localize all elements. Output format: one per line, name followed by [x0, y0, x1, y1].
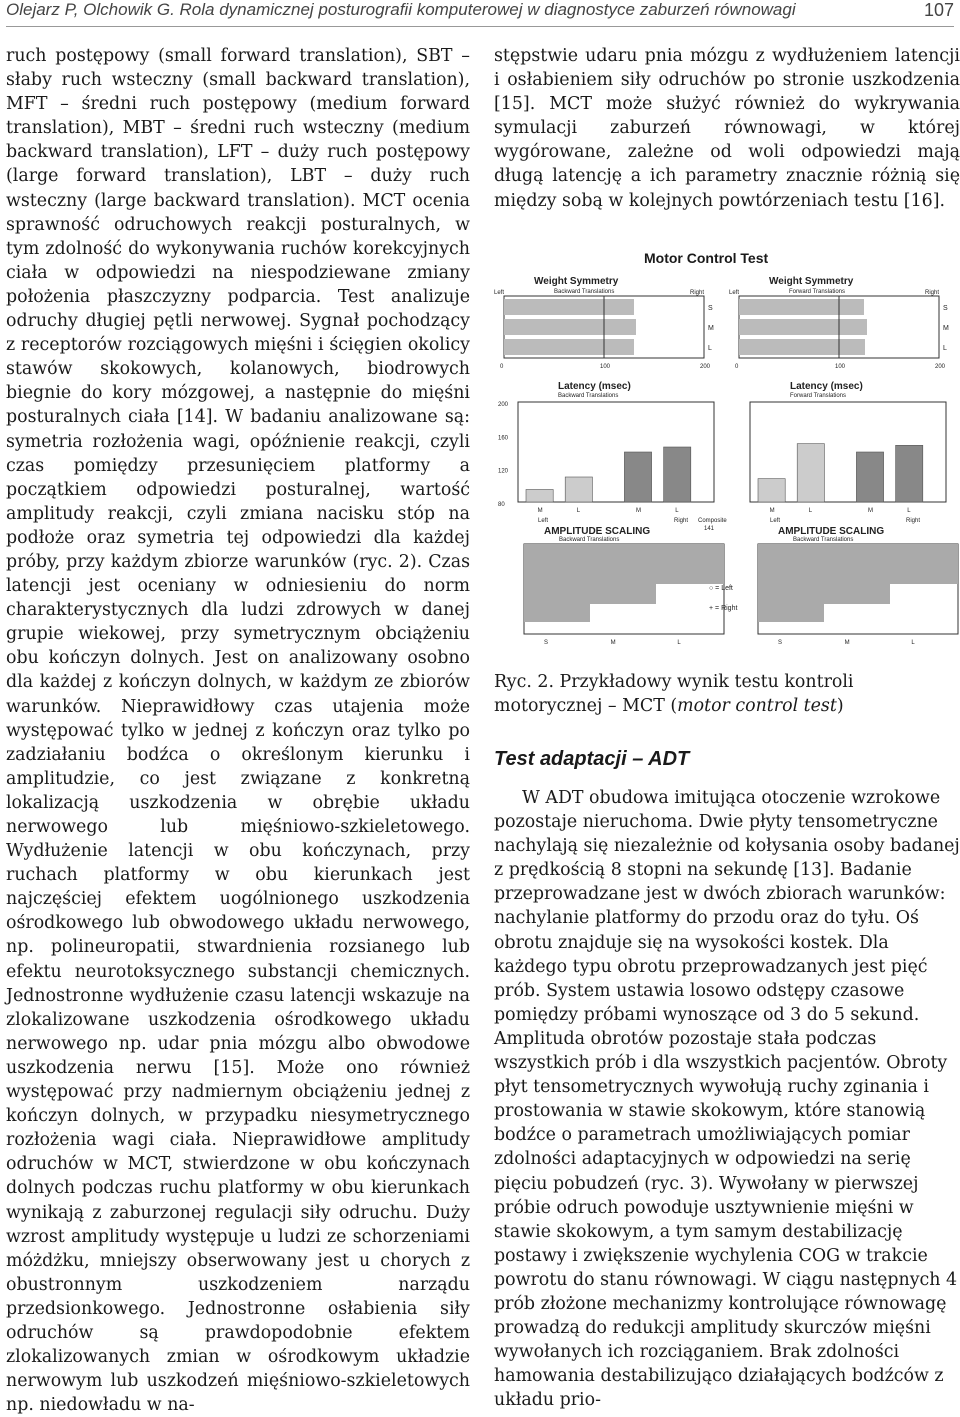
legend-left: ○ = Left — [709, 585, 733, 592]
amplitude-axis-label: L — [677, 640, 681, 646]
amplitude-title: AMPLITUDE SCALING — [778, 526, 885, 537]
weight-scale-tick: 0 — [735, 364, 739, 370]
weight-bar-label: M — [708, 325, 714, 332]
amplitude-subtitle: Backward Translations — [559, 537, 620, 543]
figure-title: Motor Control Test — [644, 250, 769, 266]
composite-label: Composite — [698, 518, 727, 524]
left-column — [6, 44, 470, 1417]
latency-bar-label: M — [868, 508, 873, 514]
legend-right: + = Right — [709, 605, 738, 612]
latency-bar-label: M — [636, 508, 641, 514]
latency-scale-tick: 160 — [498, 435, 509, 442]
latency-bar-label: M — [769, 508, 775, 514]
running-title: Olejarz P, Olchowik G. Rola dynamicznej posturografii komputerowej w diagnostyce zaburzeń równowagi — [6, 0, 796, 19]
weight-scale-tick: 100 — [835, 364, 846, 370]
caption-end: ) — [836, 696, 844, 716]
right-label: Right — [925, 290, 940, 296]
amplitude-axis-label: M — [844, 640, 850, 646]
amplitude-axis-label: M — [610, 640, 616, 646]
caption-text: Przykładowy wynik testu kontroli motorycznej – MCT ( — [494, 672, 854, 716]
latency-bar-label: L — [576, 508, 581, 514]
running-header — [6, 0, 954, 27]
amplitude-axis-label: L — [911, 640, 915, 646]
weight-bar — [739, 299, 864, 315]
weight-symmetry-subtitle: Forward Translations — [789, 289, 846, 295]
latency-scale-tick: 80 — [498, 502, 505, 508]
latency-right-label: Right — [674, 518, 689, 524]
left-label: Left — [494, 290, 505, 296]
weight-scale-tick: 200 — [935, 364, 946, 370]
right-label: Right — [690, 290, 705, 296]
latency-title: Latency (msec) — [558, 381, 631, 392]
weight-scale-tick: 0 — [500, 364, 504, 370]
weight-bar-label: S — [943, 305, 948, 312]
weight-bar — [504, 319, 636, 335]
latency-bar — [896, 445, 923, 502]
right-column-top-text: stępstwie udaru pnia mózgu z wydłużeniem latencji i osłabieniem siły odruchów po stronie uszkodzenia [15]. MCT może służyć również do wykrywania symulacji zaburzeń równowagi, w której wygórowane, zależne od woli odpowiedzi mają długą latencję a ich parametry znacznie różnią się między sobą w kolejnych powtórzeniach testu [16]. — [494, 46, 960, 211]
latency-bar-label: M — [537, 508, 543, 514]
latency-bar — [624, 452, 651, 502]
figure-motor-control-test — [494, 244, 960, 654]
weight-bar — [504, 299, 634, 315]
weight-bar-label: S — [708, 305, 713, 312]
composite-value: 141 — [704, 526, 715, 532]
weight-bar-label: M — [943, 325, 949, 332]
weight-symmetry-title: Weight Symmetry — [769, 276, 854, 287]
left-column-text: ruch postępowy (small forward translation), SBT – słaby ruch wsteczny (small backward translation), MFT – średni ruch postępowy (medium forward translation), MBT – średni ruch wsteczny (medium backward translation), LFT – duży ruch postępowy (large forward translation), LBT – duży ruch wsteczny (large backward translation). MCT ocenia sprawność odruchowych reakcji posturalnych, w tym zdolność do wykonywania ruchów korekcyjnych ciała w odpowiedzi na niespodziewane zmiany położenia płaszczyzny podparcia. Test analizuje odruchy długiej pętli nerwowej. Sygnał pochodzący z receptorów rozciągowych mięśni i ścięgien okolicy stawów skokowych, kolanowych, biodrowych biegnie do kory mózgowej, a następnie do mięśni posturalnych ciała [14]. W badaniu analizowane są: symetria rozłożenia wagi, opóźnienie reakcji, czyli czas pomiędzy przesunięciem platformy a początkiem odpowiedzi posturalnej, wartość amplitudy reakcji, czyli zmiana nacisku stóp na podłoże oraz symetria tej odpowiedzi dla każdej próby, przy każdym zbiorze warunków (ryc. 2). Czas latencji jest oceniany w odniesieniu do norm charakterystycznych dla ludzi zdrowych w danej grupie wiekowej, przy symetrycznym obciążeniu obu kończyn dolnych. Jest on analizowany osobno dla każdej z kończyn dolnych, w każdym ze zbiorów warunków. Nieprawidłowy czas utajenia może występować tylko w jednej z kończyn oraz tylko po zadziałaniu bodźca o określonym kierunku i amplitudzie, co jest związane z konkretną lokalizacją uszkodzenia w obrębie układu nerwowego lub mięśniowo-szkieletowego. Wydłużenie latencji w obu kończynach, przy ruchach platformy w obu kierunkach jest najczęściej efektem uogólnionego uszkodzenia ośrodkowego lub obwodowego układu nerwowego, np. polineuropatii, stwardnienia rozsianego lub efektu neurotoksycznego substancji chemicznych. Jednostronne wydłużenie czasu latencji wskazuje na zlokalizowane uszkodzenia ośrodkowego układu nerwowego np. udar pnia mózgu albo obwodowe uszkodzenia nerwu [15]. Może ono również występować przy nadmiernym obciążeniu jednej z kończyn dolnych, w przypadku niesymetrycznego rozłożenia wagi ciała. Nieprawidłowe amplitudy odruchów w MCT, stwierdzone w obu kończynach dolnych podczas ruchu platformy w obu kierunkach wynikają z zaburzonej regulacji siły odruchu. Duży wzrost amplitudy występuje u ludzi ze schorzeniami móżdżku, mniejszy obserwowany jest u chorych z obustronnym uszkodzeniem narządu przedsionkowego. Jednostronne osłabienia siły odruchów są prawdopodobnie efektem zlokalizowanych zmian w ośrodkowym układzie nerwowym lub uszkodzeń mięśniowo-szkieletowych np. niedowładu w na- — [6, 46, 470, 1416]
weight-scale-tick: 100 — [600, 364, 611, 370]
amplitude-axis-label: S — [544, 640, 549, 646]
weight-symmetry-subtitle: Backward Translations — [554, 289, 615, 295]
latency-subtitle: Backward Translations — [558, 393, 619, 399]
latency-scale-tick: 200 — [498, 402, 509, 408]
latency-bar — [526, 490, 553, 503]
right-column-bottom — [494, 786, 960, 1412]
left-label: Left — [729, 290, 740, 296]
weight-scale-tick: 200 — [700, 364, 711, 370]
latency-right-label: Right — [906, 518, 921, 524]
section-heading: Test adaptacji – ADT — [494, 748, 690, 770]
latency-subtitle: Forward Translations — [790, 393, 847, 399]
latency-bar — [758, 479, 785, 502]
right-column-top — [494, 44, 960, 213]
latency-bar — [797, 444, 824, 502]
latency-title: Latency (msec) — [790, 381, 863, 392]
caption-italic: motor control test — [677, 696, 837, 716]
latency-scale-tick: 120 — [498, 468, 509, 475]
page-number: 107 — [923, 0, 954, 20]
latency-bar — [664, 447, 691, 502]
weight-bar — [504, 339, 634, 355]
figure-graphic — [494, 244, 960, 654]
latency-bar-label: L — [907, 508, 911, 514]
weight-symmetry-title: Weight Symmetry — [534, 276, 619, 287]
latency-bar-label: L — [675, 508, 679, 514]
latency-bar-label: L — [808, 508, 813, 514]
amplitude-title: AMPLITUDE SCALING — [544, 526, 651, 537]
caption-label: Ryc. 2. — [494, 672, 555, 692]
amplitude-axis-label: S — [778, 640, 783, 646]
weight-bar-label: L — [708, 345, 712, 352]
latency-left-label: Left — [538, 518, 549, 524]
right-column-bottom-text: W ADT obudowa imitująca otoczenie wzrokowe pozostaje nieruchoma. Dwie płyty tensometryczne nachylają się niezależnie od kołysania osoby badanej z prędkością 8 stopni na sekundę [13]. Badanie przeprowadzane jest w dwóch zbiorach warunków: nachylanie platformy do przodu oraz do tyłu. Oś obrotu znajduje się na wysokości kostek. Dla każdego typu obrotu przeprowadzanych jest pięć prób. System ustawia losowo odstępy czasowe pomiędzy próbami wynoszące od 3 do 5 sekund. Amplituda obrotów pozostaje stała podczas wszystkich prób i dla wszystkich pacjentów. Obroty płyt tensometrycznych wywołują ruchy zginania i prostowania w stawie skokowym, które stanowią bodźce o parametrach umożliwiających pomiar zdolności adaptacyjnych w odpowiedzi na serię pięciu pobudzeń (ryc. 3). Wywołany w pierwszej próbie odruch powoduje usztywnienie mięśni w stawie skokowym, a tym samym destabilizację postawy i zwiększenie wychylenia COG w trakcie powrotu do stanu równowagi. W ciągu następnych 4 prób złożone mechanizmy kontrolujące równowagę prowadzą do redukcji amplitudy skurczów mięśni wywołanych ich rozciąganiem. Brak zdolności hamowania destabilizująco działających bodźców z układu prio- — [494, 788, 960, 1411]
weight-bar-label: L — [943, 345, 947, 352]
amplitude-subtitle: Backward Translations — [793, 537, 854, 543]
figure-caption — [494, 670, 960, 718]
latency-bar — [565, 477, 592, 502]
weight-bar — [739, 339, 865, 355]
weight-bar — [739, 319, 867, 335]
latency-bar — [856, 452, 883, 502]
latency-left-label: Left — [770, 518, 781, 524]
